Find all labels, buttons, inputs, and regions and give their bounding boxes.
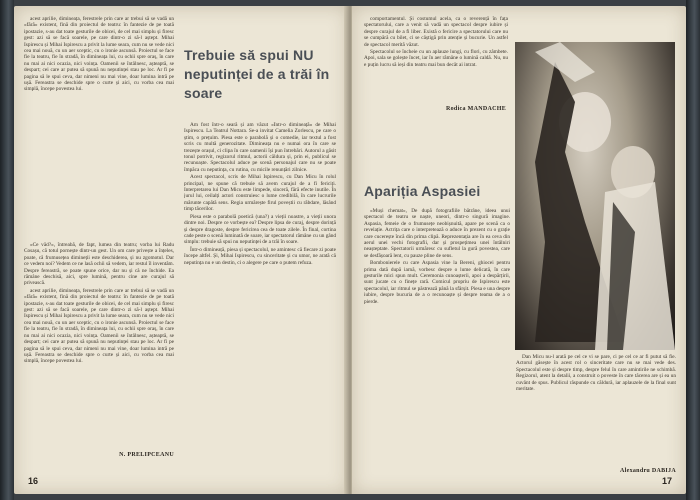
right-byline-bottom: Alexandru DABIJA [620,468,676,474]
right-col4-text: Dan Micu nu-l arată pe cel ce vi se pare, ci pe cel ce ar fi putut să fie. Actorul găsește în acest rol o sinceritate care nu se mai vede des. Spectacolul este și despre timp, despre felul în care amintirile ne schimbă. Regizorul, atent la detalii, a construit o poveste în care tăcerea are și ea un cuvânt de spus. Publicul răspunde cu căldură, iar aplauzele de la final sunt meritate. [516,354,676,393]
right-col3-top [364,16,508,140]
book-binding-right [686,0,700,500]
left-col1-text-repeat: acest aprilie, dimineața, ferestrele prin care ar trebui să se vadă un «fără» existent, fină din proiectul de teatru: în fantezie de pe toată ipostazie, s-au dat toate gesturile de obicei, de cel mai simplu și firesc gest: azi să se facă soarele, pe care dintr-o zi să-l aștept. Mihai Ispirescu și Mihai Ispirescu a privit la lume seara, cum nu se vede nici cea mai nouă, cu un aer sceptic, cu o ironie ascunsă. Proiectul se face fie la teatru, fie în stradă, în dimineața lui, cu ochii spre oraș, în care nu mai ai nici ocazia, nici voința. Oamenii se întâlnesc, așteaptă, se despart; cei care ar putea să spună nu neputinței stau pe loc. Ar fi pe pagina să le spui ceva, dar nimeni nu mai vine, doar lumina intră pe ușă. Fereastra se deschide spre o curte și aici, cu vorba cea mai simplă, începe povestea lui. [24,287,174,365]
left-col2-text-c: Piesa este o parabolă poetică (una?) a vieții noastre, a vieții unora dintre noi. Despre ce vorbește ea? Despre lipsa de curaj, despre dorință și despre dragoste, despre fericirea cea de toate zilele. În final, cortina cade peste o scenă luminată de soare, iar spectatorul rămâne cu un gând simplu: trebuie să spui nu neputinței de a trăi în soare. [184,213,336,246]
left-col2 [184,122,336,462]
left-col1-text: acest aprilie, dimineața, ferestrele prin care ar trebui să se vadă un «fără» existent, fină din proiectul de teatru: în fantezie de pe toată ipostazie, s-au dat toate gesturile de obicei, de cel mai simplu și firesc gest: azi să se facă soarele, pe care dintr-o zi să-l aștept. Mihai Ispirescu și Mihai Ispirescu a privit la lume seara, cum nu se vede nici cea mai nouă, cu un aer sceptic, cu o ironie ascunsă. Proiectul se face fie la teatru, fie în stradă, în dimineața lui, cu ochii spre oraș, în care nu mai ai nici ocazia, nici voința. Oamenii se întâlnesc, așteaptă, se despart; cei care ar putea să spună nu neputinței stau pe loc. Ar fi pe pagina să le spui ceva, dar nimeni nu mai vine, doar lumina intră pe ușă. Fereastra se deschide spre o curte și aici, cu vorba cea mai simplă, începe povestea lui. [24,16,174,93]
right-col3-text-c: «Muși chemat», De după fotografiile bătrâne, ideea unui spectacol de teatru se naște, uneori, dintr-o singură imagine. Aspasia, femeie de o frumusețe neobișnuită, apare pe scenă ca o revelație. Actrița care o interpretează o aduce în prezent cu o grație care cucerește încă din prima clipă. Reprezentația are în ea ceva din aerul unei vechi fotografii, dar și prospețimea unei întâlniri neașteptate. Spectatorii urmăresc cu sufletul la gură povestea, care se desfășoară lent, cu pauze pline de sens. [364,208,510,259]
right-byline-top: Rodica MANDACHE [446,106,506,112]
right-col3-main [364,208,510,464]
right-col4 [516,354,676,464]
left-col2-text-d: Într-o dimineață, piesa și spectacolul, ne amintesc că fiecare zi poate începe altfel. Și, Mihai Ispirescu, cu sinceritate și cu umor, ne arată că neputința nu e un destin, ci o alegere pe care o putem refuza. [184,246,336,266]
right-col3-text: comportamentul. Și costumul acela, ca o reverență în fața spectatorului, care a venit să vadă un spectacol despre iubire și despre curajul de a fi liber. Există o fericire a spectatorului care nu se cumpără cu bilet, ci se câștigă prin atenție și bucurie. Un astfel de spectacol merită văzut. [364,16,508,48]
right-article-title: Apariția Aspasiei [364,183,481,199]
stage-photo [515,42,675,350]
left-byline: N. PRELIPCEANU [119,452,174,458]
left-col2-text: Am fost într-o seară și am văzut «Într-o dimineață» de Mihai Ispirescu. La Teatrul Nottara. Se-a invitat Camelia Zorlescu, pe care o știm, o prețuim. Piesa este o parabolă și o comedie, iar textul a fost scris cu multă generozitate. Dimineața nu e numai ora în care se trezește orașul, ci clipa în care oamenii își pun întrebări. Autorul a găsit tonul potrivit, regizorul ritmul, actorii căldura și, prin ei, publicul se recunoaște. Spectacolul aduce pe scenă personajul care nu se poate împăca cu neputința, cu rutina, cu micile renunțări zilnice. [184,122,336,173]
left-page [14,6,348,494]
right-col3-text-b: Spectacolul se încheie cu un aplauze lungi, cu flori, cu zâmbete. Apoi, sala se golește încet, iar în aer rămâne o lumină caldă. Nu, nu e puțin lucru să ieși din teatru mai bun decât ai intrat. [364,49,508,68]
left-col2-text-b: Acest spectacol, scris de Mihai Ispirescu, cu Dan Micu în rolul principal, ne spune că trebuie să avem curajul de a fi fericiți. Interpretarea lui Dan Micu este limpede, sinceră, fără efecte inutile. În jurul lui, ceilalți actori construiesc o lume credibilă, în care lucrurile mărunte capătă sens. Regia urmărește firul poveștii cu răbdare, lăsând timp tăcerilor. [184,174,336,213]
left-page-number: 16 [28,476,39,486]
left-article-title: Trebuie să spui NU neputinței de a trăi în soare [184,47,330,101]
book-binding-left [0,0,14,500]
right-page [352,6,686,494]
right-page-number: 17 [661,476,672,486]
right-col3-text-d: Bombonierele cu care Aspasia vine la Bereni, ghiocei pentru prima dată după iarnă, vorbesc despre o lume delicată, în care gesturile mici spun mult. Ceremonia cunoașterii, apoi a despărțirii, sunt jucate cu o finețe rară. Comicul propriu de Ispirescu este spectacolul, iar ritmul se păstrează până la sfârșit. Piesa e una despre iubire, despre bucuria de a o recunoaște și despre teama de a o pierde. [364,260,510,305]
left-col1-text-b: «Ce văd?», întreabă, de fapt, lumea din teatru; vorba lui Radu Cosașu, că totul pornește dintr-un gest. Un om care privește a înțeles, poate, că frumusețea dimineții este deschiderea, și nu zgomotul. Dar ce vedem noi? Vedem ce ne lasă ochii să vedem, iar restul îl inventăm. Despre fereastră, se poate spune orice, dar nu și că ne închide. Ea rămâne deschisă, aici, spre lumină, pentru cine are curajul să privească. [24,242,174,287]
left-col1b [24,242,174,450]
left-col1 [24,16,174,238]
